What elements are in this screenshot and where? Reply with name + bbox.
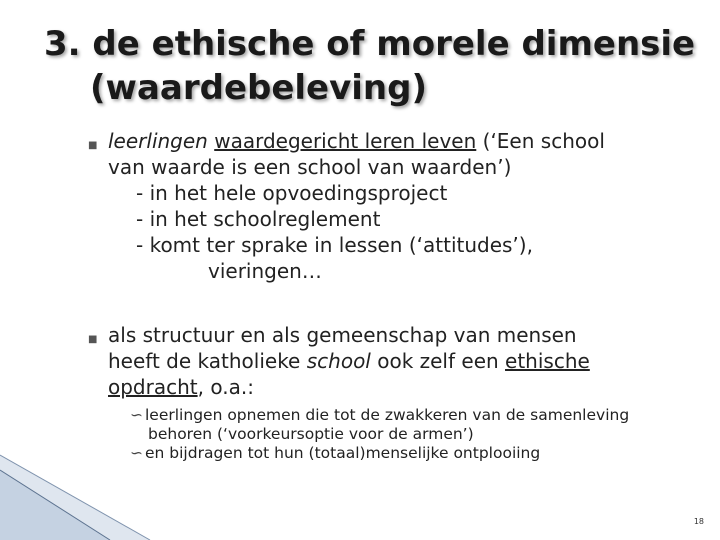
point-1-underlined: waardegericht leren leven [214, 129, 477, 153]
point-2-line-3-rest: , o.a.: [197, 375, 254, 399]
point-2-underlined: ethische [505, 349, 590, 373]
title-line-2: (waardebeleving) [90, 68, 428, 108]
subpoint-1-line-2: behoren (‘voorkeursoptie voor de armen’) [148, 425, 474, 443]
point-2-line-3-underlined: opdracht [108, 375, 198, 399]
title-line-1: 3. de ethische of morele dimensie [44, 24, 696, 64]
subpoint-1 [130, 406, 710, 444]
point-1-lead: leerlingen [108, 129, 208, 153]
bullet-icon: ■︎ [88, 140, 98, 151]
point-2-italic: school [306, 349, 371, 373]
subpoint-mark-icon: ∽ [130, 444, 143, 462]
subpoint-list [130, 406, 710, 463]
subpoint-1-line-1: leerlingen opnemen die tot de zwakkeren van de samenleving [145, 406, 630, 424]
point-2-line-2b: ook zelf een [370, 349, 506, 373]
point-2-line-1: als structuur en als gemeenschap van mensen [108, 323, 577, 347]
point-1-sub-3-cont: vieringen… [208, 259, 322, 283]
bullet-icon: ■︎ [88, 334, 98, 345]
page-number: 18 [693, 517, 704, 526]
point-2 [108, 322, 698, 400]
point-1-line-2: van waarde is een school van waarden’) [108, 155, 512, 179]
point-1-sub-3: - komt ter sprake in lessen (‘attitudes’), [136, 233, 533, 257]
point-2-line-2a: heeft de katholieke [108, 349, 307, 373]
point-1-rest: (‘Een school [476, 129, 605, 153]
point-1-sub-2: - in het schoolreglement [136, 207, 381, 231]
point-1 [108, 128, 698, 284]
subpoint-2-text: en bijdragen tot hun (totaal)menselijke ontplooiing [145, 444, 541, 462]
point-1-sub-1: - in het hele opvoedingsproject [136, 181, 448, 205]
slide-title [44, 22, 704, 110]
subpoint-2 [130, 444, 710, 463]
subpoint-mark-icon: ∽ [130, 406, 143, 424]
